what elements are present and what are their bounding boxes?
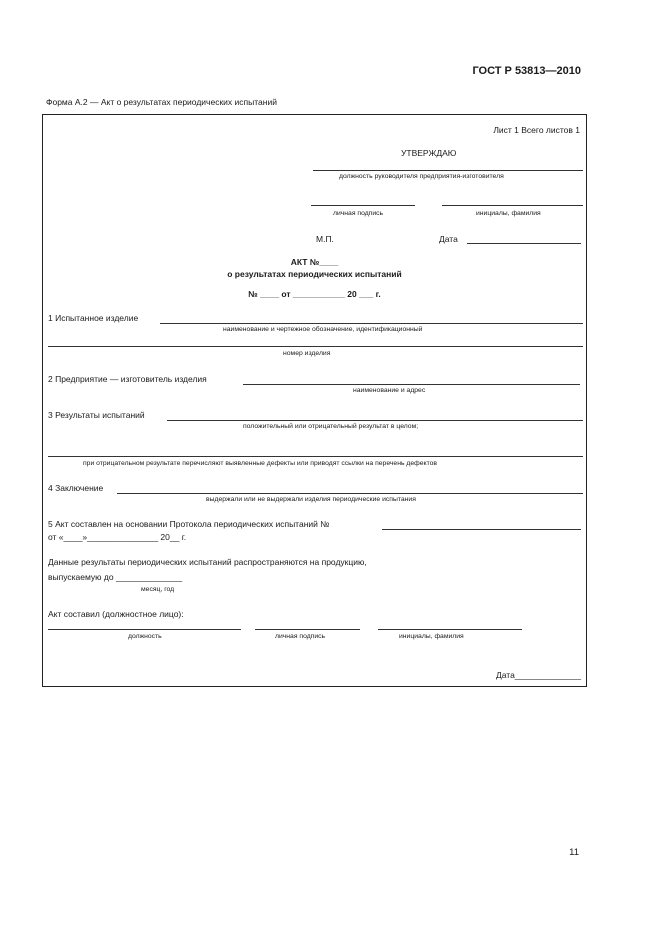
item4-label: 4 Заключение xyxy=(48,483,104,493)
approve-date-label: Дата xyxy=(439,234,458,244)
item5-text: 5 Акт составлен на основании Протокола периодических испытаний № xyxy=(48,519,330,529)
act-form-frame xyxy=(42,114,587,687)
item1-line2[interactable] xyxy=(48,346,583,347)
compiler-signature-line[interactable] xyxy=(255,629,360,630)
approve-title: УТВЕРЖДАЮ xyxy=(401,148,457,158)
compiler-label: Акт составил (должностное лицо): xyxy=(48,609,184,619)
item2-line[interactable] xyxy=(243,384,580,385)
act-number-line: № ____ от ___________ 20 ___ г. xyxy=(248,289,381,299)
compiler-initials-caption: инициалы, фамилия xyxy=(399,633,464,640)
sheet-info: Лист 1 Всего листов 1 xyxy=(493,125,580,135)
position-caption: должность руководителя предприятия-изготовителя xyxy=(339,173,504,180)
extension-text: Данные результаты периодических испытаний распространяются на продукцию, xyxy=(48,557,367,567)
standard-number: ГОСТ Р 53813—2010 xyxy=(472,65,581,77)
act-title: АКТ №____ xyxy=(290,257,339,267)
seal-label: М.П. xyxy=(316,234,334,244)
item1-caption: наименование и чертежное обозначение, идентификационный xyxy=(223,326,423,333)
item5-number-line[interactable] xyxy=(382,529,581,530)
item3-caption: положительный или отрицательный результат в целом; xyxy=(243,423,419,430)
item2-label: 2 Предприятие — изготовитель изделия xyxy=(48,374,207,384)
approve-initials-line[interactable] xyxy=(442,205,583,206)
form-caption: Форма А.2 — Акт о результатах периодических испытаний xyxy=(46,97,277,107)
page-number: 11 xyxy=(569,847,579,858)
item1-line[interactable] xyxy=(160,323,583,324)
approve-signature-line[interactable] xyxy=(311,205,415,206)
item2-caption: наименование и адрес xyxy=(353,387,426,394)
item4-caption: выдержали или не выдержали изделия периодические испытания xyxy=(206,496,416,503)
compiler-position-line[interactable] xyxy=(48,629,241,630)
item3-line[interactable] xyxy=(167,420,583,421)
item1-caption2: номер изделия xyxy=(283,350,331,357)
approve-signature-caption: личная подпись xyxy=(333,210,384,217)
compiler-signature-caption: личная подпись xyxy=(275,633,326,640)
approve-initials-caption: инициалы, фамилия xyxy=(476,210,541,217)
act-subtitle: о результатах периодических испытаний xyxy=(227,269,402,279)
item1-label: 1 Испытанное изделие xyxy=(48,313,139,323)
item3-caption2: при отрицательном результате перечисляют выявленные дефекты или приводят ссылки на перечень дефектов xyxy=(83,460,437,467)
item3-line2[interactable] xyxy=(48,456,583,457)
item4-line[interactable] xyxy=(117,493,583,494)
item5-date: от «____»_______________ 20__ г. xyxy=(48,532,187,542)
position-line[interactable] xyxy=(313,170,583,171)
approve-date-line[interactable] xyxy=(467,243,581,244)
produced-until: выпускаемую до ______________ xyxy=(48,572,183,582)
month-year-caption: месяц, год xyxy=(141,586,175,593)
compiler-position-caption: должность xyxy=(128,633,162,640)
footer-date: Дата______________ xyxy=(495,670,581,680)
item3-label: 3 Результаты испытаний xyxy=(48,410,145,420)
compiler-initials-line[interactable] xyxy=(378,629,522,630)
